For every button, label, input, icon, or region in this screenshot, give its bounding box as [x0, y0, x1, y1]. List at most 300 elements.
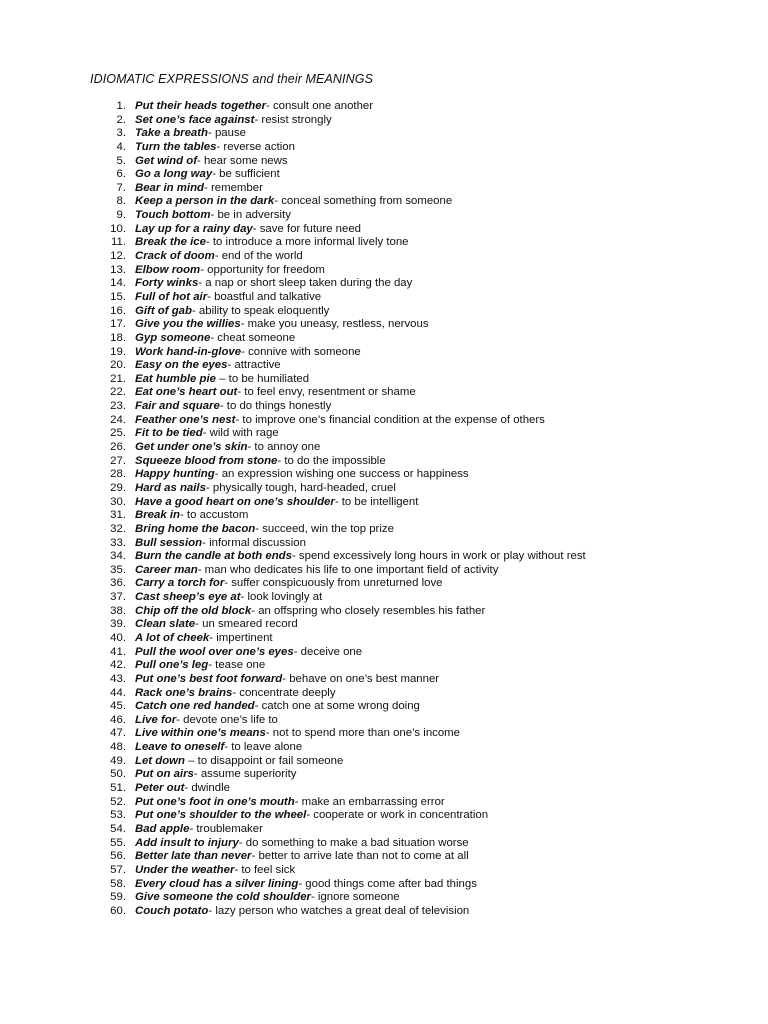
idiom-meaning: - not to spend more than one’s income	[265, 727, 461, 740]
idiom-phrase: Couch potato	[135, 904, 209, 917]
idiom-phrase: Put one’s foot in one’s mouth	[135, 795, 295, 808]
item-text	[135, 346, 361, 360]
item-text	[135, 905, 469, 919]
idiom-phrase: Fair and square	[135, 400, 220, 413]
idiom-meaning: - remember	[204, 181, 263, 194]
item-number: 48.	[110, 741, 126, 754]
list-item	[0, 714, 768, 728]
idiom-meaning: - better to arrive late than not to come at all	[251, 850, 469, 863]
item-number: 37.	[110, 591, 126, 604]
idiom-phrase: Put their heads together	[135, 100, 267, 112]
item-text	[135, 646, 362, 660]
idiom-phrase: Bear in mind	[135, 181, 204, 194]
list-item	[0, 155, 768, 169]
item-text	[135, 700, 420, 714]
list-item	[0, 318, 768, 332]
item-text	[135, 537, 306, 551]
idiom-meaning: - deceive one	[293, 645, 363, 658]
idiom-meaning: - save for future need	[252, 222, 362, 235]
item-number: 20.	[110, 359, 126, 372]
idiom-meaning: - wild with rage	[202, 427, 279, 440]
idiom-phrase: Get under one’s skin	[135, 441, 248, 454]
item-number: 28.	[110, 468, 126, 481]
idiom-meaning: - to leave alone	[224, 741, 303, 754]
idiom-meaning: - hear some news	[197, 154, 288, 167]
idiom-meaning: – to be humiliated	[216, 372, 310, 385]
item-text	[135, 264, 325, 278]
idiom-phrase: Every cloud has a silver lining	[135, 877, 299, 890]
idiom-meaning: - behave on one’s best manner	[282, 672, 440, 685]
item-text	[135, 223, 361, 237]
list-item	[0, 195, 768, 209]
list-item	[0, 850, 768, 864]
item-text	[135, 236, 409, 250]
item-number: 52.	[110, 795, 126, 808]
item-number: 10.	[110, 222, 126, 235]
list-item	[0, 291, 768, 305]
idiom-meaning: - connive with someone	[241, 345, 361, 358]
list-item	[0, 373, 768, 387]
list-item	[0, 182, 768, 196]
item-text	[135, 850, 469, 864]
item-number: 18.	[110, 331, 126, 344]
item-number: 23.	[110, 400, 126, 413]
idiom-meaning: - attractive	[227, 359, 281, 372]
list-item	[0, 537, 768, 551]
list-item	[0, 386, 768, 400]
item-text	[135, 755, 343, 769]
idiom-meaning: - look lovingly at	[240, 591, 323, 604]
item-text	[135, 577, 442, 591]
idiom-meaning: - assume superiority	[193, 768, 297, 781]
list-item	[0, 100, 768, 114]
idiom-phrase: Bad apple	[135, 822, 190, 835]
idiom-phrase: Feather one’s nest	[135, 413, 236, 426]
list-item	[0, 509, 768, 523]
item-number: 19.	[110, 345, 126, 358]
idiom-phrase: Put one’s shoulder to the wheel	[135, 809, 307, 822]
idiom-phrase: Crack of doom	[135, 250, 215, 263]
list-item	[0, 646, 768, 660]
list-item	[0, 427, 768, 441]
item-text	[135, 891, 400, 905]
item-text	[135, 127, 246, 141]
list-item	[0, 878, 768, 892]
idiom-meaning: - un smeared record	[195, 618, 298, 631]
item-number: 5.	[116, 154, 126, 167]
idiom-meaning: - to do the impossible	[277, 454, 386, 467]
list-item	[0, 837, 768, 851]
list-item	[0, 441, 768, 455]
item-number: 55.	[110, 836, 126, 849]
list-item	[0, 891, 768, 905]
item-number: 58.	[110, 877, 126, 890]
idiom-meaning: - tease one	[208, 659, 266, 672]
idiom-phrase: Take a breath	[135, 127, 209, 140]
idiom-meaning: - succeed, win the top prize	[255, 522, 394, 535]
list-item	[0, 741, 768, 755]
item-number: 32.	[110, 522, 126, 535]
idiom-meaning: - spend excessively long hours in work or play without rest	[291, 550, 586, 563]
list-item	[0, 332, 768, 346]
idiom-meaning: - to feel sick	[234, 863, 296, 876]
idiom-phrase: Keep a person in the dark	[135, 195, 275, 208]
item-text	[135, 864, 295, 878]
idiom-meaning: - an expression wishing one success or happiness	[214, 468, 469, 481]
idiom-meaning: - be in adversity	[210, 209, 291, 222]
idiom-phrase: Touch bottom	[135, 209, 211, 222]
item-text	[135, 618, 298, 632]
item-text	[135, 182, 263, 196]
idiom-phrase: Squeeze blood from stone	[135, 454, 278, 467]
item-text	[135, 687, 336, 701]
idiom-phrase: Set one’s face against	[135, 113, 255, 126]
list-item	[0, 277, 768, 291]
item-text	[135, 605, 485, 619]
idiom-phrase: Carry a torch for	[135, 577, 225, 590]
idiom-phrase: Put one’s best foot forward	[135, 672, 283, 685]
list-item	[0, 264, 768, 278]
list-item	[0, 564, 768, 578]
item-text	[135, 632, 273, 646]
list-item	[0, 550, 768, 564]
item-text	[135, 100, 373, 114]
item-number: 24.	[110, 413, 126, 426]
idiom-meaning: - to annoy one	[247, 441, 321, 454]
item-number: 53.	[110, 809, 126, 822]
item-number: 14.	[110, 277, 126, 290]
idiom-meaning: - resist strongly	[254, 113, 332, 126]
idiom-meaning: - troublemaker	[189, 822, 263, 835]
item-text	[135, 209, 291, 223]
list-item	[0, 346, 768, 360]
item-text	[135, 195, 452, 209]
item-number: 44.	[110, 686, 126, 699]
item-text	[135, 591, 322, 605]
idiom-phrase: Live within one’s means	[135, 727, 266, 740]
list-item	[0, 809, 768, 823]
item-number: 38.	[110, 604, 126, 617]
list-item	[0, 127, 768, 141]
idiom-phrase: Turn the tables	[135, 140, 217, 153]
idiom-meaning: - boastful and talkative	[207, 290, 322, 303]
idiom-phrase: Let down	[135, 754, 185, 767]
item-number: 21.	[110, 372, 126, 385]
item-text	[135, 441, 320, 455]
item-number: 15.	[110, 290, 126, 303]
idiom-phrase: Break in	[135, 509, 180, 522]
list-item	[0, 687, 768, 701]
idiom-meaning: - reverse action	[216, 140, 295, 153]
item-text	[135, 468, 469, 482]
idiom-phrase: Give someone the cold shoulder	[135, 891, 311, 904]
idiom-phrase: Bull session	[135, 536, 203, 549]
item-number: 26.	[110, 441, 126, 454]
list-item	[0, 400, 768, 414]
idiom-phrase: Under the weather	[135, 863, 235, 876]
item-text	[135, 141, 295, 155]
idiom-meaning: - do something to make a bad situation worse	[238, 836, 469, 849]
idiom-meaning: - end of the world	[214, 250, 303, 263]
item-number: 3.	[116, 127, 126, 140]
item-number: 9.	[116, 209, 126, 222]
item-text	[135, 659, 265, 673]
item-number: 22.	[110, 386, 126, 399]
item-number: 50.	[110, 768, 126, 781]
list-item	[0, 114, 768, 128]
idiom-phrase: Add insult to injury	[135, 836, 239, 849]
item-number: 29.	[110, 481, 126, 494]
idiom-phrase: Full of hot air	[135, 290, 208, 303]
idiom-phrase: Bring home the bacon	[135, 522, 256, 535]
item-text	[135, 332, 295, 346]
item-number: 54.	[110, 822, 126, 835]
list-item	[0, 864, 768, 878]
item-text	[135, 837, 469, 851]
list-item	[0, 782, 768, 796]
item-number: 34.	[110, 550, 126, 563]
idiom-phrase: Put on airs	[135, 768, 194, 781]
list-item	[0, 305, 768, 319]
idiom-phrase: A lot of cheek	[135, 631, 210, 644]
idiom-meaning: - informal discussion	[202, 536, 306, 549]
idiom-meaning: - physically tough, hard-headed, cruel	[205, 481, 396, 494]
idiom-meaning: - conceal something from someone	[274, 195, 453, 208]
item-number: 41.	[110, 645, 126, 658]
list-item	[0, 768, 768, 782]
idiom-phrase: Get wind of	[135, 154, 198, 167]
idiom-phrase: Cast sheep’s eye at	[135, 591, 241, 604]
idiom-meaning: - to be intelligent	[334, 495, 419, 508]
item-number: 33.	[110, 536, 126, 549]
item-number: 16.	[110, 304, 126, 317]
item-number: 57.	[110, 863, 126, 876]
list-item	[0, 673, 768, 687]
idiom-phrase: Have a good heart on one’s shoulder	[135, 495, 335, 508]
item-text	[135, 673, 439, 687]
item-text	[135, 168, 280, 182]
idiom-phrase: Give you the willies	[135, 318, 241, 331]
idiom-meaning: - to feel envy, resentment or shame	[237, 386, 416, 399]
item-text	[135, 741, 302, 755]
item-number: 25.	[110, 427, 126, 440]
item-text	[135, 427, 279, 441]
idiom-meaning: - to improve one’s financial condition at the expense of others	[235, 413, 545, 426]
item-number: 1.	[116, 100, 126, 112]
list-item	[0, 577, 768, 591]
idiom-phrase: Clean slate	[135, 618, 196, 631]
item-number: 35.	[110, 563, 126, 576]
item-text	[135, 823, 263, 837]
list-item	[0, 141, 768, 155]
idiom-phrase: Eat humble pie	[135, 372, 217, 385]
idiom-meaning: - ignore someone	[310, 891, 400, 904]
idiom-phrase: Elbow room	[135, 263, 201, 276]
item-number: 49.	[110, 754, 126, 767]
list-item	[0, 618, 768, 632]
idiom-phrase: Break the ice	[135, 236, 206, 249]
list-item	[0, 727, 768, 741]
item-number: 30.	[110, 495, 126, 508]
list-item	[0, 905, 768, 919]
item-text	[135, 564, 498, 578]
list-item	[0, 632, 768, 646]
idiom-phrase: Career man	[135, 563, 198, 576]
list-item	[0, 496, 768, 510]
list-item	[0, 823, 768, 837]
idiom-meaning: - suffer conspicuously from unreturned love	[224, 577, 443, 590]
item-number: 36.	[110, 577, 126, 590]
idiom-meaning: - to do things honestly	[219, 400, 332, 413]
item-text	[135, 809, 488, 823]
list-item	[0, 168, 768, 182]
idiom-meaning: - devote one’s life to	[176, 713, 278, 726]
item-text	[135, 114, 332, 128]
item-text	[135, 318, 429, 332]
idiom-meaning: - man who dedicates his life to one important field of activity	[197, 563, 499, 576]
item-number: 47.	[110, 727, 126, 740]
list-item	[0, 468, 768, 482]
idiom-meaning: - consult one another	[266, 100, 374, 112]
list-item	[0, 755, 768, 769]
item-number: 4.	[116, 140, 126, 153]
idiom-phrase: Pull one’s leg	[135, 659, 209, 672]
item-number: 8.	[116, 195, 126, 208]
item-text	[135, 250, 303, 264]
item-number: 59.	[110, 891, 126, 904]
idiom-phrase: Hard as nails	[135, 481, 206, 494]
idiom-phrase: Gyp someone	[135, 331, 211, 344]
idiom-meaning: - to accustom	[179, 509, 249, 522]
item-number: 7.	[116, 181, 126, 194]
idiom-meaning: - be sufficient	[212, 168, 280, 181]
idiom-phrase: Live for	[135, 713, 177, 726]
list-item	[0, 659, 768, 673]
list-item	[0, 482, 768, 496]
idiom-phrase: Chip off the old block	[135, 604, 252, 617]
item-number: 17.	[110, 318, 126, 331]
item-text	[135, 359, 281, 373]
idiom-phrase: Work hand-in-glove	[135, 345, 242, 358]
document-title: IDIOMATIC EXPRESSIONS and their MEANINGS	[90, 72, 374, 86]
item-text	[135, 782, 230, 796]
item-text	[135, 277, 412, 291]
idiom-meaning: - an offspring who closely resembles his father	[251, 604, 486, 617]
idiom-meaning: - pause	[208, 127, 247, 140]
list-item	[0, 700, 768, 714]
idiom-meaning: - opportunity for freedom	[200, 263, 325, 276]
item-number: 2.	[116, 113, 126, 126]
idiom-list	[0, 100, 768, 918]
item-number: 39.	[110, 618, 126, 631]
item-number: 43.	[110, 672, 126, 685]
item-number: 31.	[110, 509, 126, 522]
item-number: 6.	[116, 168, 126, 181]
idiom-meaning: - to introduce a more informal lively tone	[205, 236, 409, 249]
idiom-meaning: - catch one at some wrong doing	[254, 700, 420, 713]
idiom-phrase: Leave to oneself	[135, 741, 225, 754]
item-text	[135, 496, 418, 510]
idiom-phrase: Rack one’s brains	[135, 686, 233, 699]
item-text	[135, 455, 386, 469]
idiom-phrase: Forty winks	[135, 277, 199, 290]
idiom-meaning: – to disappoint or fail someone	[184, 754, 344, 767]
list-item	[0, 523, 768, 537]
item-text	[135, 509, 248, 523]
idiom-phrase: Peter out	[135, 782, 185, 795]
item-number: 27.	[110, 454, 126, 467]
idiom-meaning: - impertinent	[209, 631, 273, 644]
idiom-phrase: Burn the candle at both ends	[135, 550, 292, 563]
item-text	[135, 523, 394, 537]
item-text	[135, 796, 445, 810]
item-text	[135, 714, 278, 728]
idiom-meaning: - cooperate or work in concentration	[306, 809, 489, 822]
idiom-phrase: Pull the wool over one’s eyes	[135, 645, 294, 658]
item-text	[135, 373, 309, 387]
item-text	[135, 550, 586, 564]
item-text	[135, 400, 331, 414]
item-number: 12.	[110, 250, 126, 263]
list-item	[0, 605, 768, 619]
idiom-phrase: Fit to be tied	[135, 427, 203, 440]
idiom-meaning: - make an embarrassing error	[294, 795, 445, 808]
item-number: 13.	[110, 263, 126, 276]
list-item	[0, 250, 768, 264]
idiom-meaning: - lazy person who watches a great deal of television	[208, 904, 470, 917]
item-text	[135, 482, 396, 496]
item-text	[135, 878, 477, 892]
item-text	[135, 305, 329, 319]
idiom-phrase: Go a long way	[135, 168, 213, 181]
item-text	[135, 291, 321, 305]
idiom-meaning: - cheat someone	[210, 331, 296, 344]
item-number: 56.	[110, 850, 126, 863]
list-item	[0, 591, 768, 605]
list-item	[0, 455, 768, 469]
item-number: 51.	[110, 782, 126, 795]
list-item	[0, 209, 768, 223]
idiom-phrase: Better late than never	[135, 850, 252, 863]
idiom-phrase: Gift of gab	[135, 304, 192, 317]
idiom-phrase: Easy on the eyes	[135, 359, 228, 372]
idiom-meaning: - concentrate deeply	[232, 686, 336, 699]
list-item	[0, 359, 768, 373]
item-number: 45.	[110, 700, 126, 713]
item-number: 40.	[110, 631, 126, 644]
idiom-phrase: Eat one’s heart out	[135, 386, 238, 399]
idiom-phrase: Lay up for a rainy day	[135, 222, 253, 235]
list-item	[0, 236, 768, 250]
idiom-meaning: - good things come after bad things	[298, 877, 477, 890]
list-item	[0, 223, 768, 237]
idiom-phrase: Catch one red handed	[135, 700, 255, 713]
item-number: 42.	[110, 659, 126, 672]
item-text	[135, 386, 416, 400]
item-text	[135, 155, 288, 169]
item-text	[135, 414, 545, 428]
item-text	[135, 727, 460, 741]
idiom-phrase: Happy hunting	[135, 468, 215, 481]
item-text	[135, 768, 296, 782]
item-number: 60.	[110, 904, 126, 917]
list-item	[0, 796, 768, 810]
list-item	[0, 414, 768, 428]
item-number: 11.	[111, 236, 126, 249]
idiom-meaning: - ability to speak eloquently	[191, 304, 330, 317]
item-number: 46.	[110, 713, 126, 726]
idiom-meaning: - a nap or short sleep taken during the day	[198, 277, 413, 290]
